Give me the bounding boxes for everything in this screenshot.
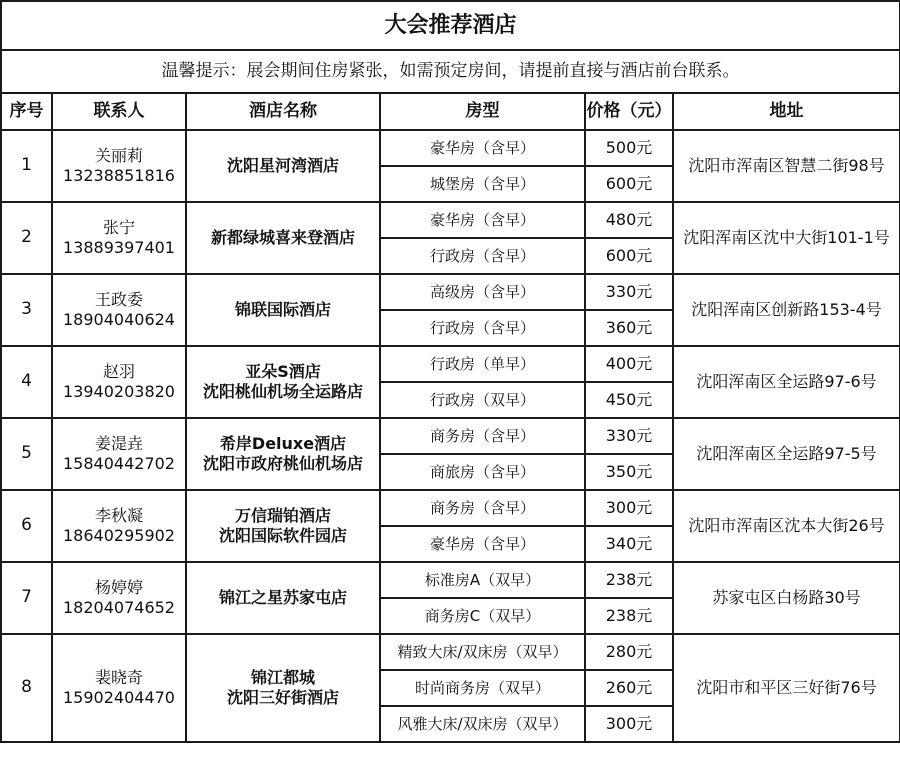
- contact-phone: 18640295902: [63, 526, 175, 545]
- room-type: 风雅大床/双床房（双早）: [380, 706, 585, 742]
- table-row: [1, 490, 900, 526]
- room-price: 450元: [585, 382, 673, 418]
- hotel-name-line: 沈阳星河湾酒店: [226, 156, 339, 175]
- contact-name: 王政委: [94, 290, 143, 309]
- hotel-address: 沈阳市和平区三好街76号: [673, 634, 900, 742]
- room-price: 600元: [585, 238, 673, 274]
- room-price: 238元: [585, 562, 673, 598]
- contact-cell: [52, 562, 186, 634]
- header-price: 价格（元）: [585, 93, 673, 130]
- hotel-index: 7: [1, 562, 52, 634]
- title-row: [1, 1, 900, 50]
- header-hotel: 酒店名称: [186, 93, 380, 130]
- table-row: [1, 346, 900, 382]
- hotel-index: 5: [1, 418, 52, 490]
- room-type: 商旅房（含早）: [380, 454, 585, 490]
- hotel-address: 沈阳浑南区全运路97-6号: [673, 346, 900, 418]
- hotel-address: 沈阳市浑南区智慧二街98号: [673, 130, 900, 202]
- room-price: 330元: [585, 418, 673, 454]
- contact-cell: [52, 634, 186, 742]
- hotel-address: 沈阳浑南区全运路97-5号: [673, 418, 900, 490]
- room-type: 行政房（含早）: [380, 238, 585, 274]
- hotel-name-line: 锦江都城: [250, 668, 315, 687]
- notice-text: 温馨提示：展会期间住房紧张，如需预定房间，请提前直接与酒店前台联系。: [1, 50, 900, 93]
- room-price: 300元: [585, 706, 673, 742]
- room-type: 豪华房（含早）: [380, 526, 585, 562]
- header-index: 序号: [1, 93, 52, 130]
- contact-phone: 13889397401: [63, 238, 175, 257]
- hotel-name-line: 沈阳市政府桃仙机场店: [202, 454, 363, 473]
- hotel-name-line: 亚朵S酒店: [245, 362, 321, 381]
- room-price: 600元: [585, 166, 673, 202]
- contact-name: 关丽莉: [94, 146, 143, 165]
- hotel-name-cell: [186, 490, 380, 562]
- table-row: [1, 130, 900, 166]
- room-type: 行政房（双早）: [380, 382, 585, 418]
- contact-name: 杨婷婷: [94, 578, 143, 597]
- hotel-index: 8: [1, 634, 52, 742]
- room-price: 400元: [585, 346, 673, 382]
- room-price: 260元: [585, 670, 673, 706]
- hotel-index: 6: [1, 490, 52, 562]
- contact-name: 赵羽: [102, 362, 135, 381]
- hotel-address: 沈阳市浑南区沈本大街26号: [673, 490, 900, 562]
- hotel-name-line: 希岸Deluxe酒店: [219, 434, 347, 453]
- hotel-index: 2: [1, 202, 52, 274]
- hotel-address: 苏家屯区白杨路30号: [673, 562, 900, 634]
- page-title: 大会推荐酒店: [1, 1, 900, 50]
- contact-name: 裴晓奇: [94, 668, 143, 687]
- table-row: [1, 418, 900, 454]
- contact-cell: [52, 490, 186, 562]
- room-type: 标准房A（双早）: [380, 562, 585, 598]
- hotel-index: 3: [1, 274, 52, 346]
- hotel-name-cell: [186, 202, 380, 274]
- contact-name: 姜湜垚: [94, 434, 143, 453]
- table-row: [1, 634, 900, 670]
- contact-phone: 18204074652: [63, 598, 175, 617]
- room-price: 500元: [585, 130, 673, 166]
- hotel-name-line: 锦江之星苏家屯店: [218, 588, 347, 607]
- table-row: [1, 202, 900, 238]
- hotel-name-cell: [186, 418, 380, 490]
- table-row: [1, 274, 900, 310]
- header-room-type: 房型: [380, 93, 585, 130]
- contact-cell: [52, 418, 186, 490]
- contact-phone: 15840442702: [63, 454, 175, 473]
- table-row: [1, 562, 900, 598]
- hotel-address: 沈阳浑南区沈中大街101-1号: [673, 202, 900, 274]
- hotel-index: 1: [1, 130, 52, 202]
- notice-row: [1, 50, 900, 93]
- contact-cell: [52, 202, 186, 274]
- room-type: 商务房（含早）: [380, 490, 585, 526]
- room-type: 商务房（含早）: [380, 418, 585, 454]
- hotel-name-cell: [186, 562, 380, 634]
- hotel-name-cell: [186, 130, 380, 202]
- hotel-name-line: 沈阳三好街酒店: [226, 688, 339, 707]
- room-type: 高级房（含早）: [380, 274, 585, 310]
- room-type: 城堡房（含早）: [380, 166, 585, 202]
- contact-phone: 13238851816: [63, 166, 175, 185]
- contact-cell: [52, 274, 186, 346]
- hotel-name-line: 万信瑞铂酒店: [234, 506, 331, 525]
- hotel-name-line: 沈阳桃仙机场全运路店: [202, 382, 363, 401]
- contact-name: 李秋凝: [94, 506, 143, 525]
- hotel-name-cell: [186, 634, 380, 742]
- room-type: 行政房（含早）: [380, 310, 585, 346]
- header-row: [1, 93, 900, 130]
- contact-phone: 18904040624: [63, 310, 175, 329]
- room-price: 360元: [585, 310, 673, 346]
- header-address: 地址: [673, 93, 900, 130]
- hotel-name-cell: [186, 274, 380, 346]
- hotel-name-line: 沈阳国际软件园店: [218, 526, 347, 545]
- room-type: 精致大床/双床房（双早）: [380, 634, 585, 670]
- room-type: 商务房C（双早）: [380, 598, 585, 634]
- hotel-address: 沈阳浑南区创新路153-4号: [673, 274, 900, 346]
- room-type: 豪华房（含早）: [380, 130, 585, 166]
- hotel-name-cell: [186, 346, 380, 418]
- room-type: 时尚商务房（双早）: [380, 670, 585, 706]
- room-price: 300元: [585, 490, 673, 526]
- hotel-index: 4: [1, 346, 52, 418]
- contact-name: 张宁: [102, 218, 135, 237]
- room-price: 350元: [585, 454, 673, 490]
- hotel-name-line: 新都绿城喜来登酒店: [210, 228, 355, 247]
- contact-phone: 13940203820: [63, 382, 175, 401]
- table-body: [1, 1, 900, 742]
- room-price: 330元: [585, 274, 673, 310]
- contact-cell: [52, 130, 186, 202]
- room-price: 480元: [585, 202, 673, 238]
- header-contact: 联系人: [52, 93, 186, 130]
- room-price: 238元: [585, 598, 673, 634]
- room-price: 280元: [585, 634, 673, 670]
- room-type: 行政房（单早）: [380, 346, 585, 382]
- contact-phone: 15902404470: [63, 688, 175, 707]
- room-type: 豪华房（含早）: [380, 202, 585, 238]
- hotel-name-line: 锦联国际酒店: [234, 300, 331, 319]
- room-price: 340元: [585, 526, 673, 562]
- contact-cell: [52, 346, 186, 418]
